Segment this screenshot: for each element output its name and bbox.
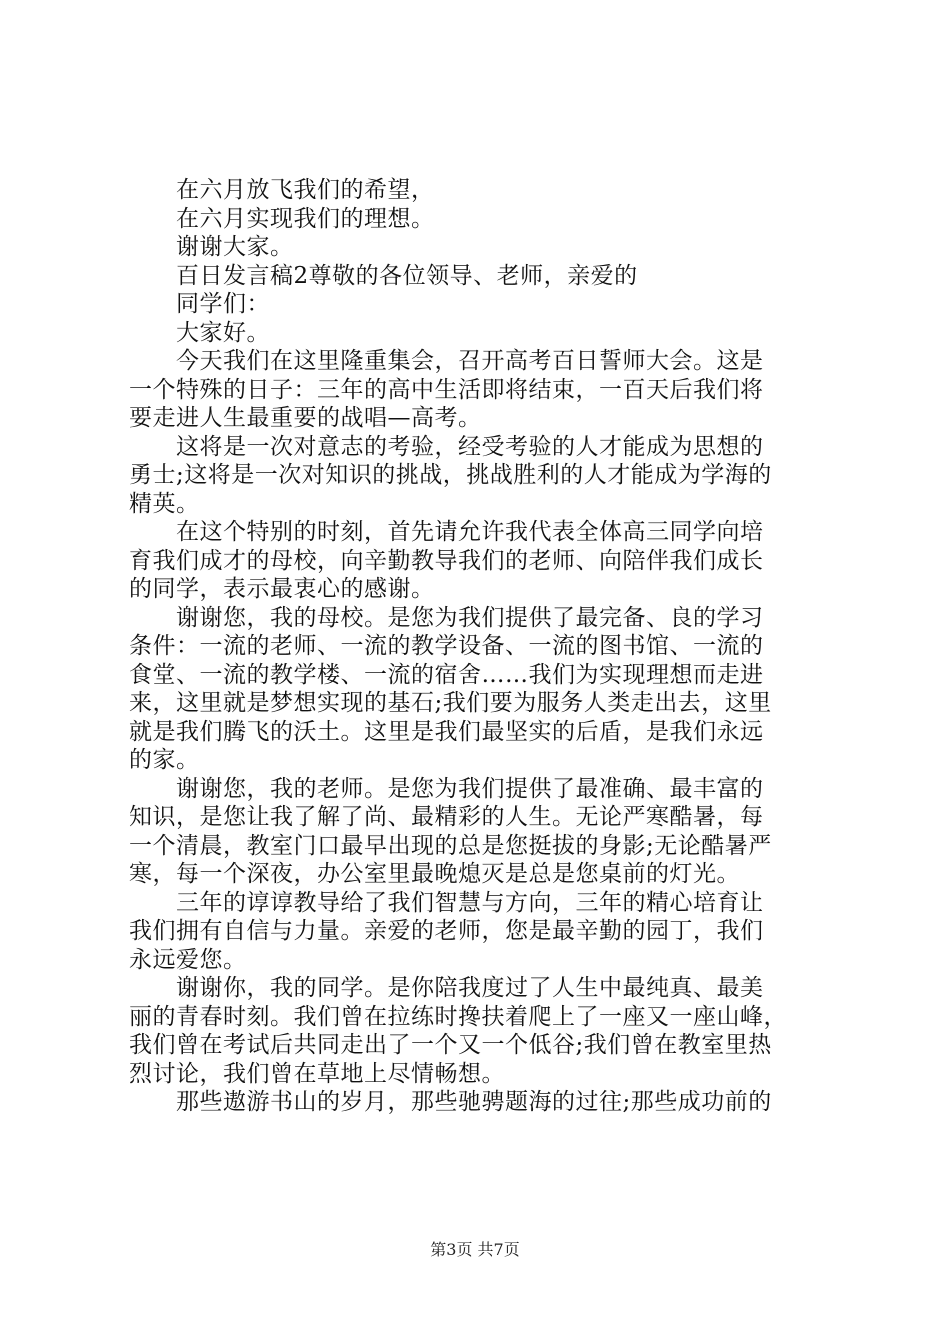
- text-line: 勇士;这将是一次对知识的挑战，挑战胜利的人才能成为学海的: [129, 462, 772, 488]
- text-line: 谢谢您，我的母校。是您为我们提供了最完备、良的学习: [129, 604, 764, 631]
- page-footer: 第3页 共7页: [430, 1240, 520, 1259]
- document-body: [129, 176, 829, 1117]
- text-line: 就是我们腾飞的沃土。这里是我们最坚实的后盾，是我们永远: [129, 718, 764, 745]
- text-line: 要走进人生最重要的战唱—高考。: [129, 405, 482, 431]
- text-line: 那些遨游书山的岁月，那些驰骋题海的过往;那些成功前的: [129, 1089, 772, 1115]
- text-line: 在六月放飞我们的希望，: [129, 177, 435, 203]
- text-line: 知识，是您让我了解了尚、最精彩的人生。无论严寒酷暑，每: [129, 804, 764, 830]
- text-line: 我们拥有自信与力量。亲爱的老师，您是最辛勤的园丁，我们: [129, 918, 764, 944]
- text-line: 大家好。: [129, 319, 270, 346]
- text-line: 谢谢大家。: [129, 234, 294, 260]
- text-line: 精英。: [129, 490, 200, 517]
- text-line: 的家。: [129, 747, 200, 773]
- text-line: 百日发言稿2尊敬的各位领导、老师，亲爱的: [129, 262, 638, 289]
- text-line: 来，这里就是梦想实现的基石;我们要为服务人类走出去，这里: [129, 690, 772, 716]
- text-line: 一个清晨，教室门口最早出现的总是您挺拔的身影;无论酷暑严: [129, 832, 772, 859]
- text-line: 永远爱您。: [129, 946, 247, 973]
- text-line: 在这个特别的时刻，首先请允许我代表全体高三同学向培: [129, 519, 764, 545]
- text-line: 的同学，表示最衷心的感谢。: [129, 576, 435, 602]
- text-line: 条件：一流的老师、一流的教学设备、一流的图书馆、一流的: [129, 633, 764, 659]
- text-line: 烈讨论，我们曾在草地上尽情畅想。: [129, 1060, 505, 1087]
- text-line: 在六月实现我们的理想。: [129, 205, 435, 232]
- text-line: 我们曾在考试后共同走出了一个又一个低谷;我们曾在教室里热: [129, 1032, 772, 1058]
- text-line: 同学们：: [129, 291, 270, 317]
- text-line: 一个特殊的日子：三年的高中生活即将结束，一百天后我们将: [129, 376, 764, 403]
- text-line: 今天我们在这里隆重集会，召开高考百日誓师大会。这是: [129, 348, 764, 374]
- text-line: 这将是一次对意志的考验，经受考验的人才能成为思想的: [129, 433, 764, 460]
- text-line: 谢谢您，我的老师。是您为我们提供了最准确、最丰富的: [129, 775, 764, 802]
- text-line: 三年的谆谆教导给了我们智慧与方向，三年的精心培育让: [129, 889, 764, 916]
- text-line: 丽的青春时刻。我们曾在拉练时搀扶着爬上了一座又一座山峰，: [129, 1003, 787, 1030]
- text-line: 育我们成才的母校，向辛勤教导我们的老师、向陪伴我们成长: [129, 547, 764, 574]
- text-line: 谢谢你，我的同学。是你陪我度过了人生中最纯真、最美: [129, 975, 764, 1001]
- text-line: 寒，每一个深夜，办公室里最晚熄灭是总是您桌前的灯光。: [129, 861, 740, 887]
- text-line: 食堂、一流的教学楼、一流的宿舍……我们为实现理想而走进: [129, 661, 764, 688]
